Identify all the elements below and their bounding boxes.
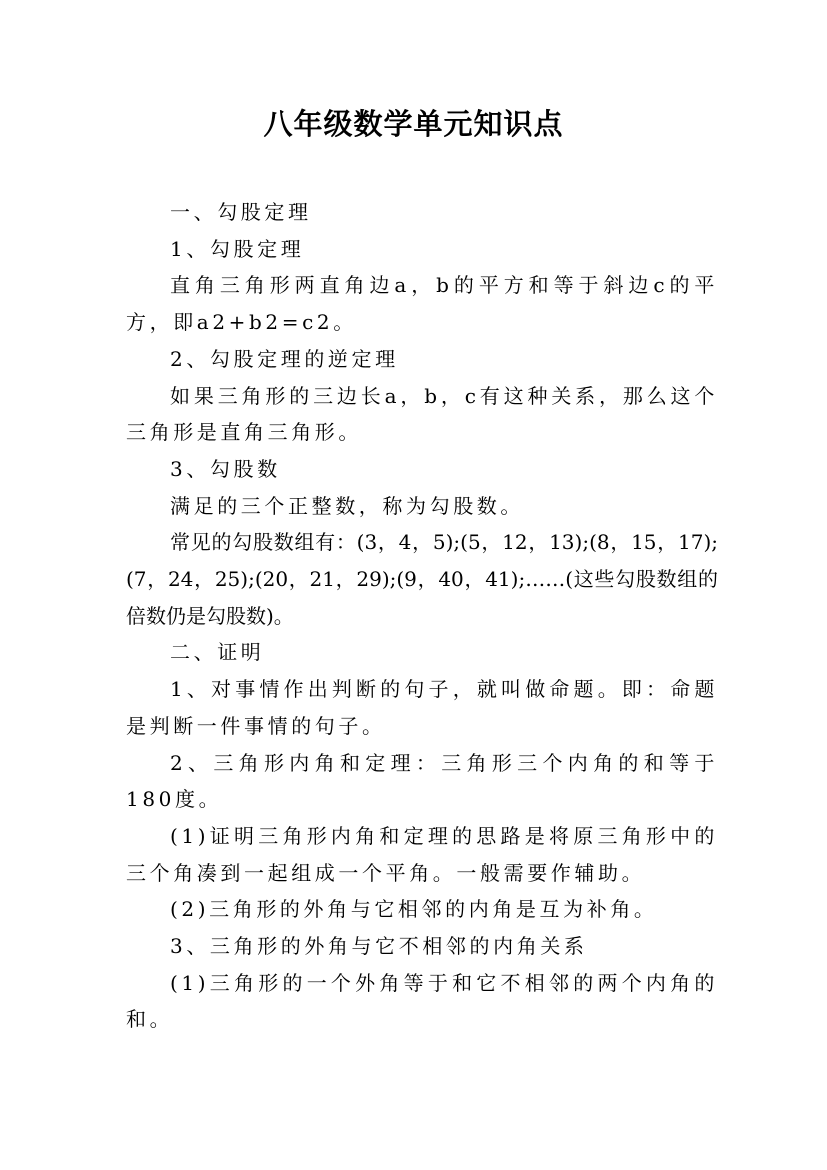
paragraph-pythagorean-theorem: 直角三角形两直角边a，b的平方和等于斜边c的平方，即a2+b2=c2。 [126,273,718,335]
paragraph-exterior-supplementary: (2)三角形的外角与它相邻的内角是互为补角。 [170,897,658,922]
subsection-heading-1-1: 1、勾股定理 [170,236,305,261]
document-title: 八年级数学单元知识点 [263,107,564,141]
paragraph-exterior-angle-theorem: (1)三角形的一个外角等于和它不相邻的两个内角的和。 [126,970,718,1032]
paragraph-converse-theorem: 如果三角形的三边长a，b，c有这种关系，那么这个三角形是直角三角形。 [126,383,718,445]
paragraph-pythagorean-triples-definition: 满足的三个正整数，称为勾股数。 [170,493,524,518]
subsection-heading-2-3: 3、三角形的外角与它不相邻的内角关系 [170,934,588,959]
section-heading-1: 一、勾股定理 [170,200,312,224]
paragraph-pythagorean-triples-examples: 常见的勾股数组有：(3，4，5);(5，12，13);(8，15，17);(7，24，25);(20，21，29);(9，40，41);……(这些勾股数组的倍数仍是勾股数)。 [126,530,718,628]
paragraph-proof-idea: (1)证明三角形内角和定理的思路是将原三角形中的三个角凑到一起组成一个平角。一般需要作辅助。 [126,823,718,885]
paragraph-angle-sum-theorem: 2、三角形内角和定理：三角形三个内角的和等于180度。 [126,750,718,812]
subsection-heading-1-3: 3、勾股数 [170,456,281,481]
document-body [126,194,718,1038]
subsection-heading-1-2: 2、勾股定理的逆定理 [170,346,399,371]
paragraph-proposition: 1、对事情作出判断的句子，就叫做命题。即：命题是判断一件事情的句子。 [126,677,718,738]
section-heading-2: 二、证明 [170,640,265,665]
